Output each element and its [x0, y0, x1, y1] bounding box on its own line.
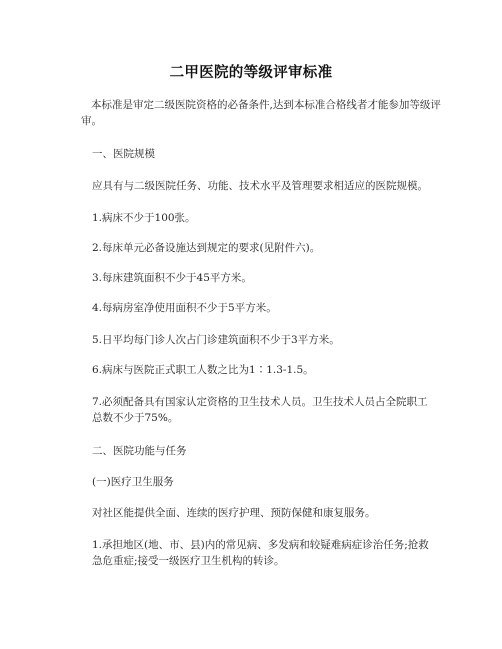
section-heading-function: 二、医院功能与任务: [92, 445, 187, 457]
paragraph-scale-requirement: 应具有与二级医院任务、功能、技术水平及管理要求相适应的医院规模。: [92, 180, 428, 192]
list-item-7: 7.必须配备具有国家认定资格的卫生技术人员。卫生技术人员占全院职工总数不少于75%。: [92, 396, 428, 424]
section-heading-scale: 一、医院规模: [92, 148, 155, 160]
document-title: 二甲医院的等级评审标准: [169, 65, 333, 81]
intro-paragraph: 本标准是审定二级医院资格的必备条件,达到本标准合格线者才能参加等级评审。: [81, 99, 441, 127]
subsection-heading-medical: (一)医疗卫生服务: [92, 476, 174, 488]
paragraph-medical-service: 对社区能提供全面、连续的医疗护理、预防保健和康复服务。: [92, 507, 376, 519]
list-item-5: 5.日平均每门诊人次占门诊建筑面积不少于3平方米。: [92, 334, 340, 346]
list-item-1: 1.病床不少于100张。: [92, 212, 196, 224]
list-item-6: 6.病床与医院正式职工人数之比为1∶1.3-1.5。: [92, 364, 314, 376]
list-item-3: 3.每床建筑面积不少于45平方米。: [92, 272, 252, 284]
list-item-2: 2.每床单元必备设施达到规定的要求(见附件六)。: [92, 242, 321, 254]
list-item-function-1: 1.承担地区(地、市、县)内的常见病、多发病和较疑难病症诊治任务;抢救急危重症;接受一级医疗卫生机构的转诊。: [92, 539, 429, 567]
list-item-4: 4.每病房室净使用面积不少于5平方米。: [92, 302, 277, 314]
